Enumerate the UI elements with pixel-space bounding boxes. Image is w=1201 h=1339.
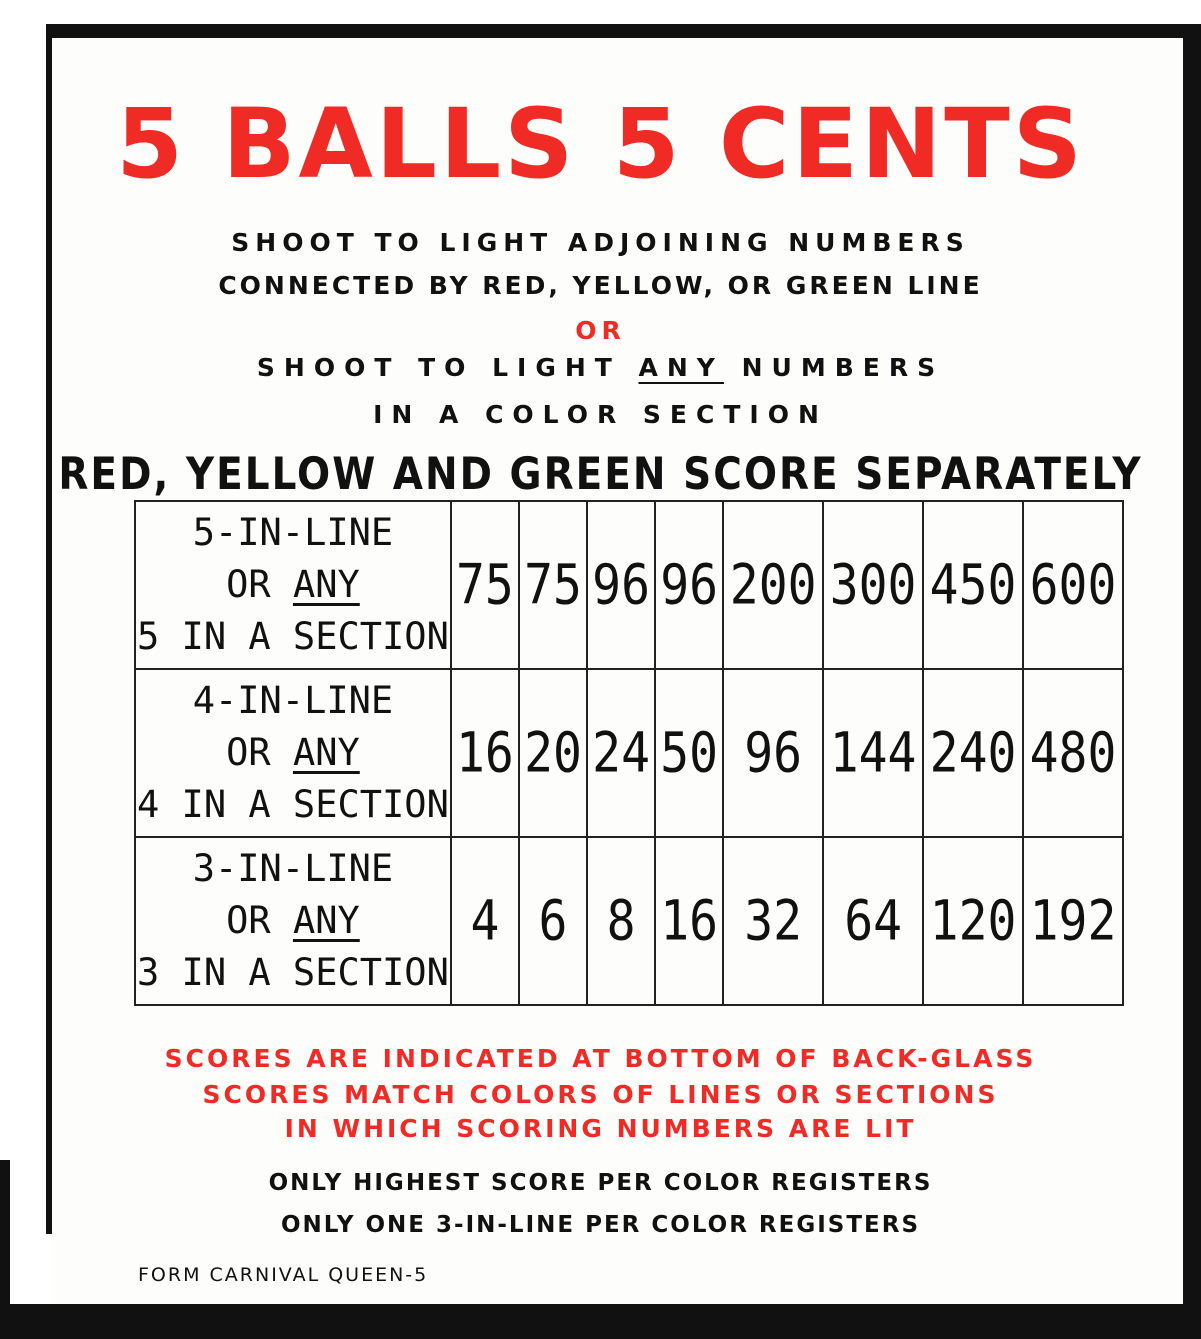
row-label (135, 669, 451, 837)
score-cell: 300 (823, 488, 923, 681)
table-row (135, 669, 1123, 837)
row-label-section: 3 IN A SECTION (137, 950, 449, 994)
score-cell: 16 (655, 824, 723, 1017)
instruction-line-3-start: SHOOT TO LIGHT (256, 353, 639, 382)
form-label: FORM CARNIVAL QUEEN-5 (138, 1264, 429, 1286)
score-cell: 20 (519, 656, 587, 849)
instruction-line-3 (0, 355, 1201, 380)
row-label-line: 4-IN-LINE (192, 679, 394, 723)
rule-note-2: ONLY ONE 3-IN-LINE PER COLOR REGISTERS (280, 1212, 921, 1238)
score-cell: 120 (923, 824, 1023, 1017)
row-label-any: ANY (292, 899, 360, 943)
score-cell: 6 (519, 824, 587, 1017)
row-label-line: 5-IN-LINE (192, 511, 394, 555)
instruction-line-1: SHOOT TO LIGHT ADJOINING NUMBERS (231, 228, 970, 257)
score-cell: 32 (723, 824, 823, 1017)
score-cell: 50 (655, 656, 723, 849)
row-label-or-any (137, 559, 449, 611)
row-label-or: OR (226, 899, 293, 943)
table-row (135, 501, 1123, 669)
score-cell: 96 (587, 488, 655, 681)
row-label-any: ANY (292, 731, 360, 775)
score-cell: 8 (587, 824, 655, 1017)
row-label (135, 837, 451, 1005)
red-note-2: SCORES MATCH COLORS OF LINES OR SECTIONS (202, 1080, 999, 1109)
card-bottom-edge (0, 1304, 1201, 1339)
score-cell: 144 (823, 656, 923, 849)
row-label-or-any (137, 895, 449, 947)
row-label-or: OR (226, 563, 293, 607)
row-label-or-any (137, 727, 449, 779)
row-label-section: 5 IN A SECTION (137, 614, 449, 658)
score-cell: 64 (823, 824, 923, 1017)
table-row (135, 837, 1123, 1005)
score-cell: 96 (723, 656, 823, 849)
score-cell: 450 (923, 488, 1023, 681)
score-cell: 600 (1023, 488, 1123, 681)
instruction-or: OR (575, 316, 626, 345)
instruction-line-3-end: NUMBERS (723, 353, 945, 382)
score-cell: 4 (451, 824, 519, 1017)
score-cell: 75 (451, 488, 519, 681)
score-cell: 96 (655, 488, 723, 681)
score-cell: 192 (1023, 824, 1123, 1017)
card-right-edge (1183, 24, 1201, 1339)
score-cell: 200 (723, 488, 823, 681)
rule-note-1: ONLY HIGHEST SCORE PER COLOR REGISTERS (268, 1170, 933, 1196)
row-label-or: OR (226, 731, 293, 775)
instruction-line-4: IN A COLOR SECTION (373, 400, 828, 429)
red-note-1: SCORES ARE INDICATED AT BOTTOM OF BACK-GLASS (164, 1044, 1037, 1073)
card-top-edge (46, 24, 1188, 38)
score-cell: 75 (519, 488, 587, 681)
score-cell: 240 (923, 656, 1023, 849)
score-subtitle: RED, YELLOW AND GREEN SCORE SEPARATELY (58, 448, 1143, 501)
score-cell: 24 (587, 656, 655, 849)
row-label-any: ANY (292, 563, 360, 607)
row-label (135, 501, 451, 669)
row-label-line: 3-IN-LINE (192, 847, 394, 891)
card-title: 5 BALLS 5 CENTS (116, 88, 1085, 200)
score-cell: 16 (451, 656, 519, 849)
score-table (134, 500, 1124, 1006)
row-label-section: 4 IN A SECTION (137, 782, 449, 826)
score-cell: 480 (1023, 656, 1123, 849)
instruction-any-emphasis: ANY (638, 353, 724, 382)
red-note-3: IN WHICH SCORING NUMBERS ARE LIT (284, 1114, 917, 1143)
instruction-line-2: CONNECTED BY RED, YELLOW, OR GREEN LINE (218, 271, 983, 300)
